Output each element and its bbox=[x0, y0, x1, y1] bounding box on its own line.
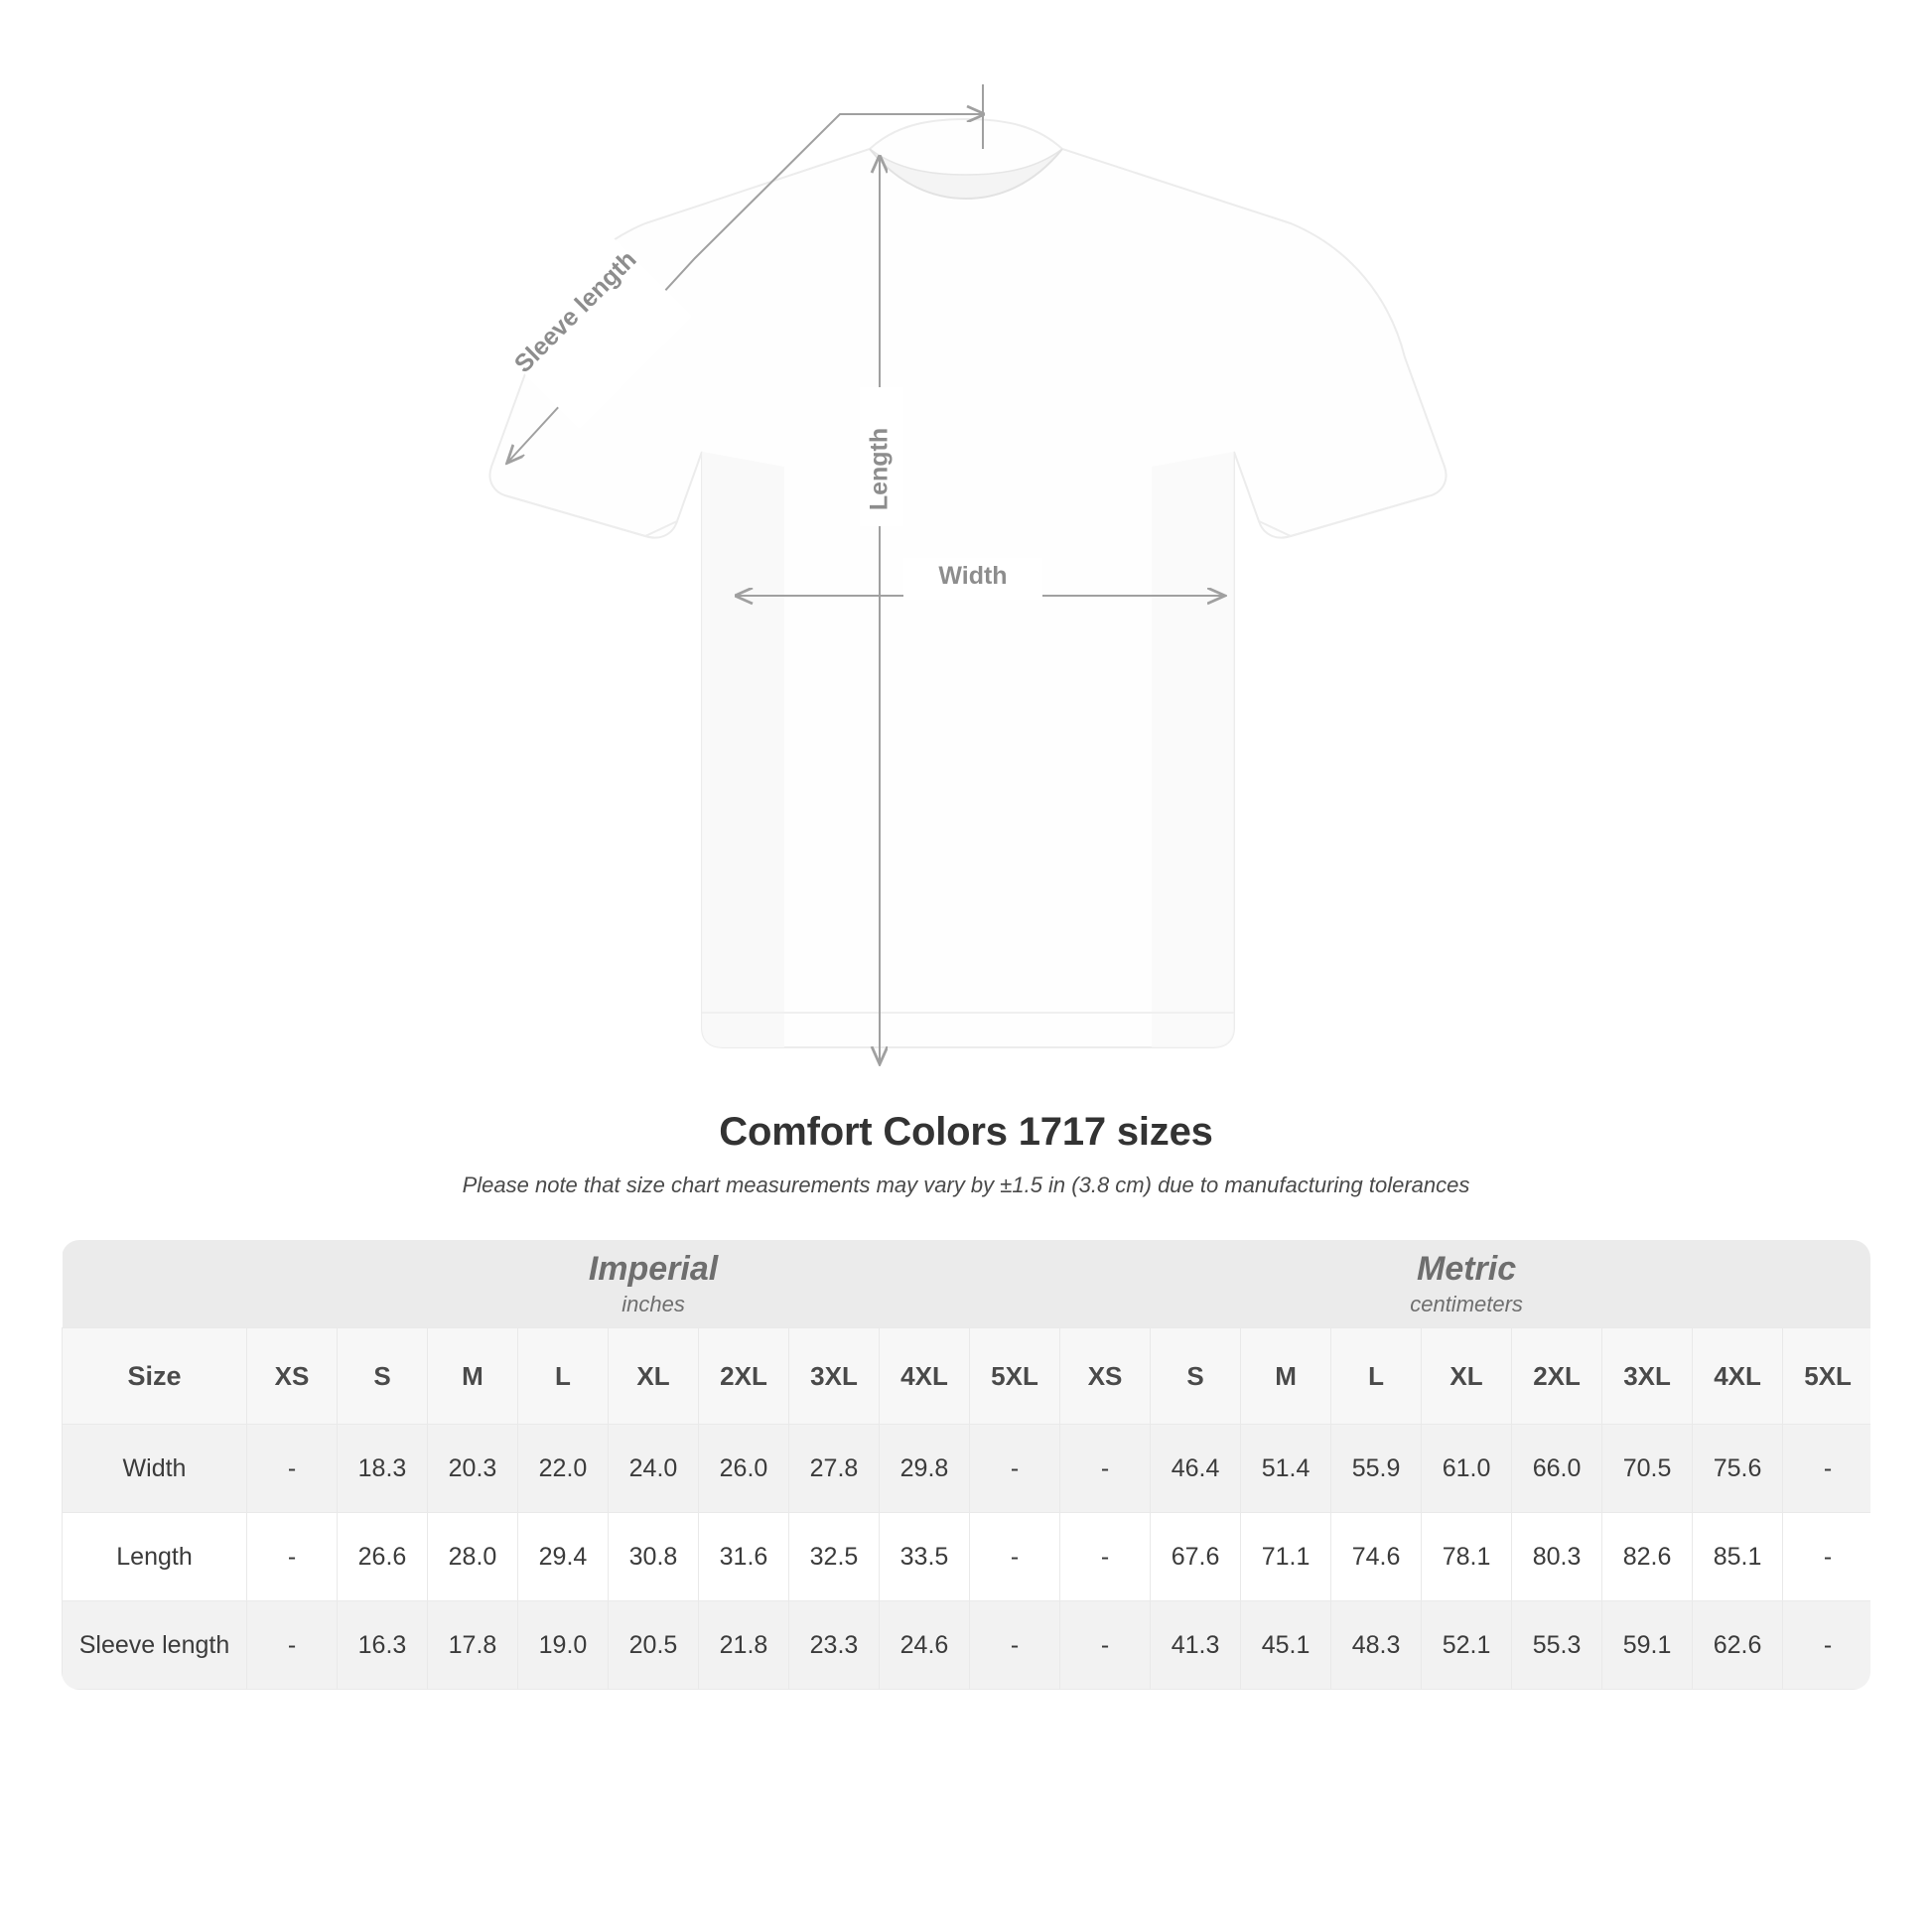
measurement-cell: 21.8 bbox=[699, 1601, 789, 1690]
measurement-cell: 29.4 bbox=[518, 1513, 609, 1601]
length-label: Length bbox=[865, 427, 894, 511]
measurement-cell: - bbox=[247, 1425, 338, 1513]
measurement-cell: 20.5 bbox=[609, 1601, 699, 1690]
measurement-cell: 48.3 bbox=[1331, 1601, 1422, 1690]
size-header-cell: XL bbox=[609, 1328, 699, 1425]
size-header-cell: 5XL bbox=[970, 1328, 1060, 1425]
measurement-cell: 55.3 bbox=[1512, 1601, 1602, 1690]
measurement-cell: 17.8 bbox=[428, 1601, 518, 1690]
measurement-cell: 51.4 bbox=[1241, 1425, 1331, 1513]
measurement-cell: - bbox=[247, 1513, 338, 1601]
measurement-cell: 52.1 bbox=[1422, 1601, 1512, 1690]
sleeve-length-label: Sleeve length bbox=[508, 245, 642, 379]
measurement-cell: 62.6 bbox=[1693, 1601, 1783, 1690]
measurement-cell: 74.6 bbox=[1331, 1513, 1422, 1601]
size-header-cell: 3XL bbox=[1602, 1328, 1693, 1425]
measurement-cell: - bbox=[970, 1601, 1060, 1690]
measurement-cell: 82.6 bbox=[1602, 1513, 1693, 1601]
size-header-cell: 4XL bbox=[1693, 1328, 1783, 1425]
measurement-cell: 22.0 bbox=[518, 1425, 609, 1513]
measurement-cell: 75.6 bbox=[1693, 1425, 1783, 1513]
unit-header-metric bbox=[1060, 1240, 1870, 1328]
unit-header-imperial bbox=[247, 1240, 1060, 1328]
measurement-cell: 20.3 bbox=[428, 1425, 518, 1513]
size-header-cell: M bbox=[1241, 1328, 1331, 1425]
size-header-cell: XS bbox=[247, 1328, 338, 1425]
measurement-cell: - bbox=[1783, 1425, 1870, 1513]
measurement-cell: 31.6 bbox=[699, 1513, 789, 1601]
size-table bbox=[62, 1240, 1870, 1690]
measurement-cell: 28.0 bbox=[428, 1513, 518, 1601]
measurement-cell: 45.1 bbox=[1241, 1601, 1331, 1690]
measurement-cell: 78.1 bbox=[1422, 1513, 1512, 1601]
measurement-cell: 30.8 bbox=[609, 1513, 699, 1601]
size-table-wrapper bbox=[62, 1240, 1870, 1690]
size-header-cell: 5XL bbox=[1783, 1328, 1870, 1425]
width-label: Width bbox=[938, 562, 1008, 590]
size-header-cell: 2XL bbox=[699, 1328, 789, 1425]
measurement-cell: - bbox=[1783, 1513, 1870, 1601]
size-header-cell: 2XL bbox=[1512, 1328, 1602, 1425]
row-label: Sleeve length bbox=[63, 1601, 247, 1690]
size-header-label: Size bbox=[63, 1328, 247, 1425]
measurement-cell: 71.1 bbox=[1241, 1513, 1331, 1601]
measurement-cell: 32.5 bbox=[789, 1513, 880, 1601]
measurement-cell: 19.0 bbox=[518, 1601, 609, 1690]
measurement-cell: 29.8 bbox=[880, 1425, 970, 1513]
size-header-cell: XL bbox=[1422, 1328, 1512, 1425]
measurement-cell: - bbox=[1783, 1601, 1870, 1690]
measurement-cell: 66.0 bbox=[1512, 1425, 1602, 1513]
size-header-cell: 4XL bbox=[880, 1328, 970, 1425]
measurement-cell: 18.3 bbox=[338, 1425, 428, 1513]
table-row bbox=[63, 1601, 1871, 1690]
measurement-cell: - bbox=[1060, 1601, 1151, 1690]
measurement-cell: 27.8 bbox=[789, 1425, 880, 1513]
unit-header-row bbox=[63, 1240, 1871, 1328]
unit-subtitle: inches bbox=[621, 1291, 685, 1316]
measurement-cell: 23.3 bbox=[789, 1601, 880, 1690]
tolerance-note: Please note that size chart measurements may vary by ±1.5 in (3.8 cm) due to manufacturing tolerances bbox=[462, 1173, 1470, 1197]
measurement-cell: 26.6 bbox=[338, 1513, 428, 1601]
measurement-cell: 70.5 bbox=[1602, 1425, 1693, 1513]
size-header-cell: L bbox=[518, 1328, 609, 1425]
measurement-cell: 59.1 bbox=[1602, 1601, 1693, 1690]
measurement-cell: 67.6 bbox=[1151, 1513, 1241, 1601]
measurement-cell: 33.5 bbox=[880, 1513, 970, 1601]
measurement-cell: - bbox=[247, 1601, 338, 1690]
measurement-cell: 61.0 bbox=[1422, 1425, 1512, 1513]
page-title: Comfort Colors 1717 sizes bbox=[719, 1110, 1213, 1154]
measurement-cell: 16.3 bbox=[338, 1601, 428, 1690]
table-corner-cell bbox=[63, 1240, 247, 1328]
table-row bbox=[63, 1513, 1871, 1601]
unit-name: Metric bbox=[1417, 1250, 1517, 1289]
size-header-cell: 3XL bbox=[789, 1328, 880, 1425]
size-header-cell: M bbox=[428, 1328, 518, 1425]
measurement-cell: 24.6 bbox=[880, 1601, 970, 1690]
measurement-cell: 26.0 bbox=[699, 1425, 789, 1513]
size-header-cell: S bbox=[1151, 1328, 1241, 1425]
size-header-cell: S bbox=[338, 1328, 428, 1425]
measurement-cell: - bbox=[1060, 1425, 1151, 1513]
size-header-cell: L bbox=[1331, 1328, 1422, 1425]
measurement-cell: 46.4 bbox=[1151, 1425, 1241, 1513]
size-header-row bbox=[63, 1328, 1871, 1425]
measurement-cell: - bbox=[970, 1513, 1060, 1601]
row-label: Width bbox=[63, 1425, 247, 1513]
measurement-cell: 41.3 bbox=[1151, 1601, 1241, 1690]
row-label: Length bbox=[63, 1513, 247, 1601]
unit-name: Imperial bbox=[588, 1250, 719, 1289]
measurement-cell: 85.1 bbox=[1693, 1513, 1783, 1601]
measurement-cell: 24.0 bbox=[609, 1425, 699, 1513]
measurement-cell: 55.9 bbox=[1331, 1425, 1422, 1513]
size-header-cell: XS bbox=[1060, 1328, 1151, 1425]
measurement-cell: - bbox=[1060, 1513, 1151, 1601]
measurement-cell: 80.3 bbox=[1512, 1513, 1602, 1601]
table-row bbox=[63, 1425, 1871, 1513]
unit-subtitle: centimeters bbox=[1410, 1291, 1523, 1316]
measurement-cell: - bbox=[970, 1425, 1060, 1513]
